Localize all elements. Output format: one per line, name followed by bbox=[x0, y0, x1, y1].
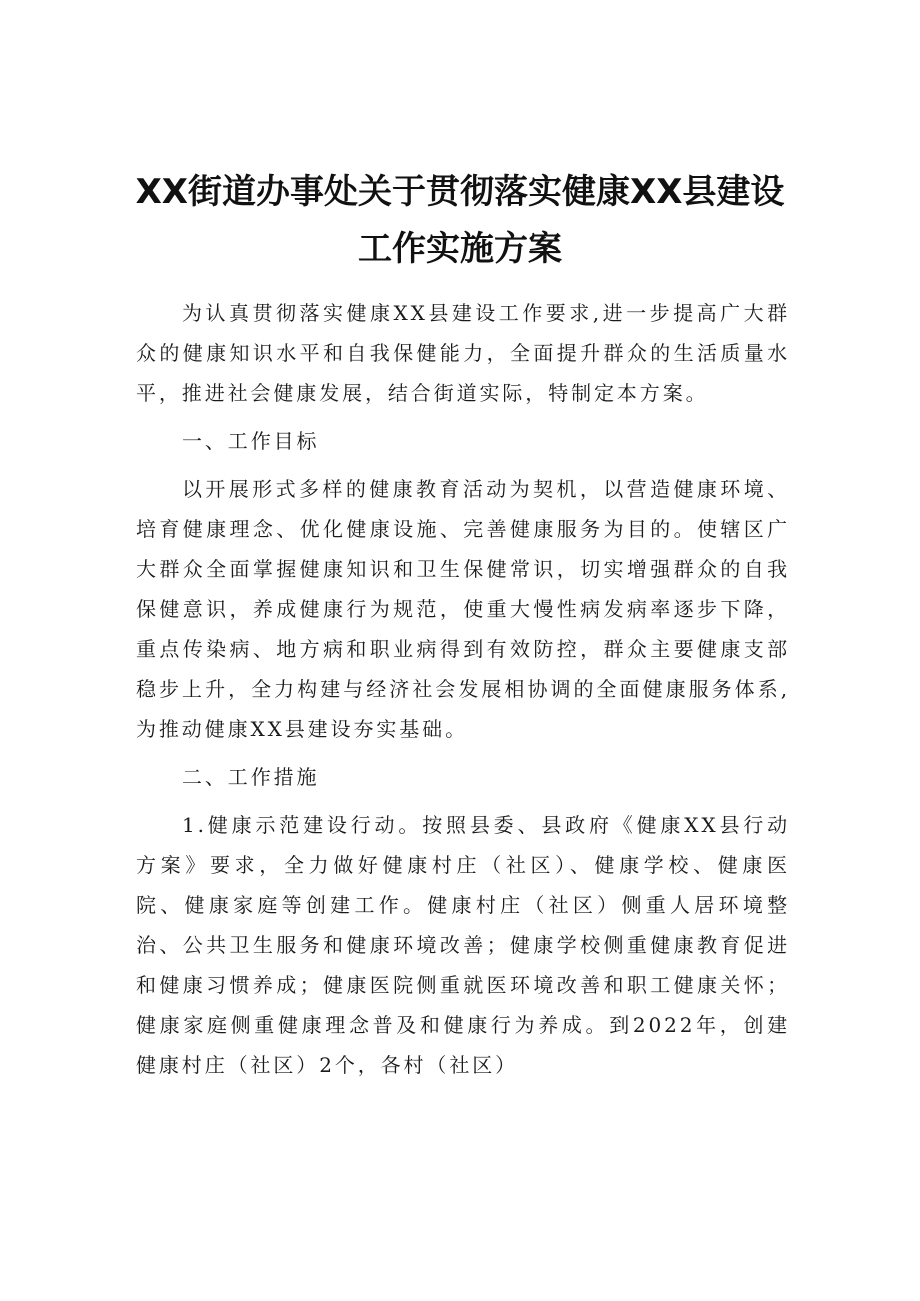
intro-paragraph: 为认真贯彻落实健康XX县建设工作要求,进一步提高广大群众的健康知识水平和自我保健能力，全面提升群众的生活质量水平，推进社会健康发展，结合街道实际，特制定本方案。 bbox=[136, 301, 790, 405]
section-heading-goals: 一、工作目标 bbox=[182, 429, 320, 453]
goals-paragraph: 以开展形式多样的健康教育活动为契机，以营造健康环境、培育健康理念、优化健康设施、完善健康服务为目的。使辖区广大群众全面掌握健康知识和卫生保健常识，切实增强群众的自我保健意识，养成健康行为规范，使重大慢性病发病率逐步下降，重点传染病、地方病和职业病得到有效防控，群众主要健康支部稳步上升，全力构建与经济社会发展相协调的全面健康服务体系,为推动健康XX县建设夯实基础。 bbox=[136, 477, 790, 741]
document-title-line-1: XX街道办事处关于贯彻落实健康XX县建设 bbox=[135, 172, 785, 212]
section-heading-measures: 二、工作措施 bbox=[182, 765, 320, 789]
document-title-line-2: 工作实施方案 bbox=[358, 229, 562, 269]
measure-item-1-paragraph: 1.健康示范建设行动。按照县委、县政府《健康XX县行动方案》要求，全力做好健康村庄（社区）、健康学校、健康医院、健康家庭等创建工作。健康村庄（社区）侧重人居环境整治、公共卫生服务和健康环境改善；健康学校侧重健康教育促进和健康习惯养成；健康医院侧重就医环境改善和职工健康关怀；健康家庭侧重健康理念普及和健康行为养成。到2022年，创建健康村庄（社区）2个，各村（社区） bbox=[136, 813, 790, 1077]
document-body bbox=[136, 293, 790, 1085]
